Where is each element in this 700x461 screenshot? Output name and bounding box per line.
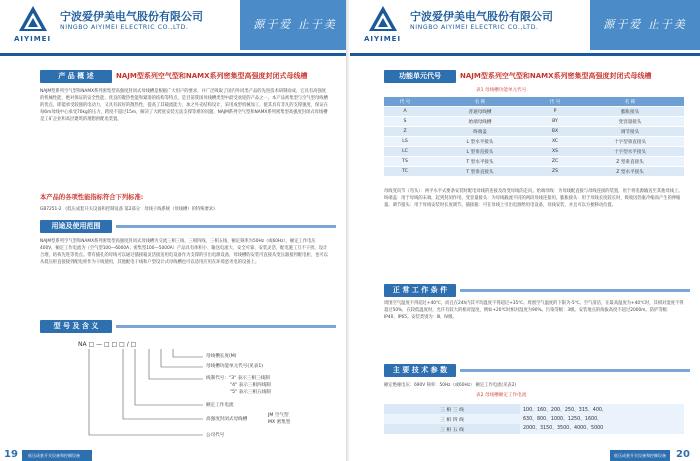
section-stripe	[460, 289, 690, 292]
usage-text: NAJM型系列空气型和NAMX系列密集型高强度封闭式母线槽为交流三相三线、三相四线、三相五线，额定频率为50Hz（或60Hz），额定工作电压400V，额定工作电流为（空气型100—6000A；密集型100—5000A）产品具有体积小、输送电流大、安全可靠、安装灵活、配电施工互不干扰、设计合理，结构先进等优点。带有插孔的母线可以通过插接箱灵活接送用电设备作为支撑的引出电源设备，母线槽的安装可直接从变压器接到配电柜，也可以从低压柜直接接到配电柜作为干线使用，其他配电干线和户型设计式母线槽也可以适用应用在环境恶劣电的设备上。	[40, 239, 328, 265]
section-tab: 型 号 及 含 义	[40, 320, 112, 333]
cell: 十字型水平接头	[576, 147, 684, 157]
function-code-table	[384, 97, 684, 177]
col-code: 代 号	[534, 97, 576, 107]
cell: 三 相 五 线	[384, 424, 520, 434]
cell: LS	[384, 137, 426, 147]
table-row	[384, 404, 684, 414]
section-model	[40, 320, 340, 333]
section-function-codes	[384, 70, 694, 83]
cell: Z 型垂直接头	[576, 157, 684, 167]
header-divider	[350, 53, 700, 56]
cell: XC	[534, 137, 576, 147]
col-name: 名 称	[426, 97, 534, 107]
footer-bar	[610, 450, 670, 461]
section-tab: 正 常 工 作 条 件	[384, 284, 456, 297]
current-values-line: 100、160、200、250、315、400、	[523, 407, 607, 413]
model-code: NA □ — □ □ □ / □	[78, 341, 137, 348]
table-row	[384, 157, 684, 167]
cell: S	[384, 117, 426, 127]
section-stripe	[116, 225, 336, 228]
cell: TC	[384, 167, 426, 177]
cell: 三 相 四 线	[384, 414, 520, 424]
cell: 普通母线槽	[426, 107, 534, 117]
header	[350, 0, 700, 56]
overview-text: NAJM型系列空气型和NAMX系列密集型高强度封闭式母线槽是根据广大用户的要求，并广泛吸取了国内外同类产品的先进技术研制而成，它具有高强度的机械性能、绝对保证的安全性能、优良的散热性能和紧凑的结构等特点，是目前我国母线槽类型中最受欢迎的产品之一。本产品密集型与空气型母线槽的优点，即能承受较强的电动力，又具有较好的散热性，提高了其载流能力，加之外壳结构设计，采用成型机械加工、使其具有非凡的支撑强度，保证在每6m母线中心承受70kg的压力，跨度不超过15m，解决了大跨度安装无法支撑等难的问题，NAJM系列空气型和NAMX系列密集型高强度封闭式母线槽是工矿企业和高层建筑的理想供配电装置。	[40, 89, 328, 122]
label-mx: MX 密集型	[268, 420, 291, 425]
table-row	[384, 127, 684, 137]
cell: 终端盖	[426, 127, 534, 137]
section-parameters	[384, 364, 694, 377]
label-wire-5: "5" 表示三相五线制	[230, 390, 271, 395]
function-notes: 母线变向节（弯头）：两平水平式要条安装时配电母线的连接及改变母线的走向。始端母线：为母线配直接与母线连接的装置，用于将电源输送至其他母线上。终端盖：用于母线的末端，起到封闭作用。变容量接头：为母线截流不同的两段母线连接用。膨胀接头：用于母线长度较长时，吸收因热胀冷缩而产生的伸缩量。调节接头：用于母线安装时长度调节。插接箱：可在母线上引出电源给用电设备，母线安装，并且可以方便移动位置。	[384, 189, 683, 208]
section-title: NAJM型系列空气型和NAMX系列密集型高强度封闭式母线槽	[460, 72, 652, 80]
company-logo-icon	[368, 5, 398, 33]
standards-heading: 本产品的各项性能指标符合下列标准:	[40, 194, 144, 201]
section-tab: 用途及使用范围	[40, 220, 112, 233]
section-conditions	[384, 284, 694, 297]
page-number: 20	[676, 449, 690, 460]
company-name-en: NINGBO AIYIMEI ELECTRIC CO.,LTD.	[60, 24, 189, 31]
cell: A	[384, 107, 426, 117]
cell: T 型垂直接头	[426, 167, 534, 177]
section-usage	[40, 220, 340, 233]
section-tab: 功能单元代号	[384, 70, 456, 83]
section-tab: 产 品 概 述	[40, 70, 112, 83]
label-busway: 高强度封闭式母线槽	[206, 417, 248, 422]
slogan: 源于爱 止于美	[590, 0, 700, 50]
conditions-text: 周围空气温度不得超过+40℃，而且在24h内其平均温度不得超过+35℃。周围空气温度的下限为-5℃。空气清洁，在最高温度为+40℃时，其相对湿度不得超过50%，在较低温度时，允许有较大的相对湿度，例如+20℃时相对湿度为90%。污染等级：3级。安装地点的海拔高度不超过2000m。防护等级：IP40、IP65。安装类别为：Ⅲ、Ⅳ级。	[384, 301, 684, 320]
page-number: 19	[4, 449, 18, 460]
cell: L 型垂直接头	[426, 147, 534, 157]
label-wire-3: 线制代号："3" 表示三相三线制	[206, 376, 270, 381]
cell: Z 型水平接头	[576, 167, 684, 177]
table-row	[384, 137, 684, 147]
footer-text: 低压成套开关设备和控制设备	[28, 453, 80, 458]
cell: T 型水平接头	[426, 157, 534, 167]
cell: BY	[534, 117, 576, 127]
model-diagram-lines	[85, 349, 205, 439]
table-row	[384, 147, 684, 157]
slogan: 源于爱 止于美	[240, 0, 350, 50]
cell: 三 相 三 线	[384, 404, 520, 414]
header	[0, 0, 350, 56]
company-logo-icon	[18, 5, 48, 33]
label-length: 母线槽长度(M)	[206, 354, 237, 359]
col-name: 名 称	[576, 97, 684, 107]
logo-text: AIYIMEI	[364, 35, 402, 43]
standards-text: GB7251-2 《低压成套开关设备和控制设备 第2部分：母线干线系统（母线槽）的特殊要求》	[40, 207, 218, 212]
current-values-line: 630、800、1000、1250、1600、	[523, 416, 602, 422]
table-header-row	[384, 97, 684, 107]
col-code: 代 号	[384, 97, 426, 107]
cell: ZS	[534, 167, 576, 177]
footer-text: 低压成套开关设备和控制设备	[614, 453, 666, 458]
logo-text: AIYIMEI	[14, 35, 52, 43]
label-function: 母线槽功能单元代号(见表1)	[206, 364, 264, 369]
current-table	[384, 404, 684, 434]
section-title: NAJM型系列空气型和NAMX系列密集型高强度封闭式母线槽	[116, 72, 308, 80]
company-name-en: NINGBO AIYIMEI ELECTRIC CO.,LTD.	[410, 24, 539, 31]
table2-caption: 表2 母线槽额定工作电流	[476, 393, 527, 398]
header-divider	[0, 53, 350, 56]
right-page	[350, 0, 700, 461]
cell: Z	[384, 127, 426, 137]
table-row	[384, 107, 684, 117]
current-values-line: 2000、3150、3500、4000、5000	[523, 425, 604, 431]
cell: XS	[534, 147, 576, 157]
company-name: 宁波爱伊美电气股份有限公司	[60, 10, 203, 23]
section-stripe	[460, 369, 690, 372]
cell: P	[534, 107, 576, 117]
table1-caption: 表1 母线槽功能单元代号	[476, 88, 527, 93]
cell: TS	[384, 157, 426, 167]
table-row	[384, 117, 684, 127]
cell: 变容量接头	[576, 117, 684, 127]
current-values	[520, 404, 684, 434]
footer-bar	[22, 450, 92, 461]
label-company-code: 公司代号	[206, 433, 225, 438]
cell: 膨胀接头	[576, 107, 684, 117]
cell: 调节接头	[576, 127, 684, 137]
label-jm: JM 空气型	[268, 413, 289, 418]
section-overview	[40, 70, 340, 83]
table-row	[384, 167, 684, 177]
params-line: 额定绝缘电压：690V 频率：50Hz（或60Hz） 额定工作电流(见表2)	[384, 383, 517, 388]
cell: BX	[534, 127, 576, 137]
cell: L 型水平接头	[426, 137, 534, 147]
cell: LC	[384, 147, 426, 157]
section-stripe	[116, 325, 336, 328]
section-tab: 主 要 技 术 参 数	[384, 364, 456, 377]
label-current: 额定工作电流	[206, 403, 234, 408]
cell: 始端母线槽	[426, 117, 534, 127]
label-wire-4: "4" 表示三相四线制	[230, 383, 271, 388]
cell: ZC	[534, 157, 576, 167]
cell: 十字型垂直接头	[576, 137, 684, 147]
company-name: 宁波爱伊美电气股份有限公司	[410, 10, 553, 23]
